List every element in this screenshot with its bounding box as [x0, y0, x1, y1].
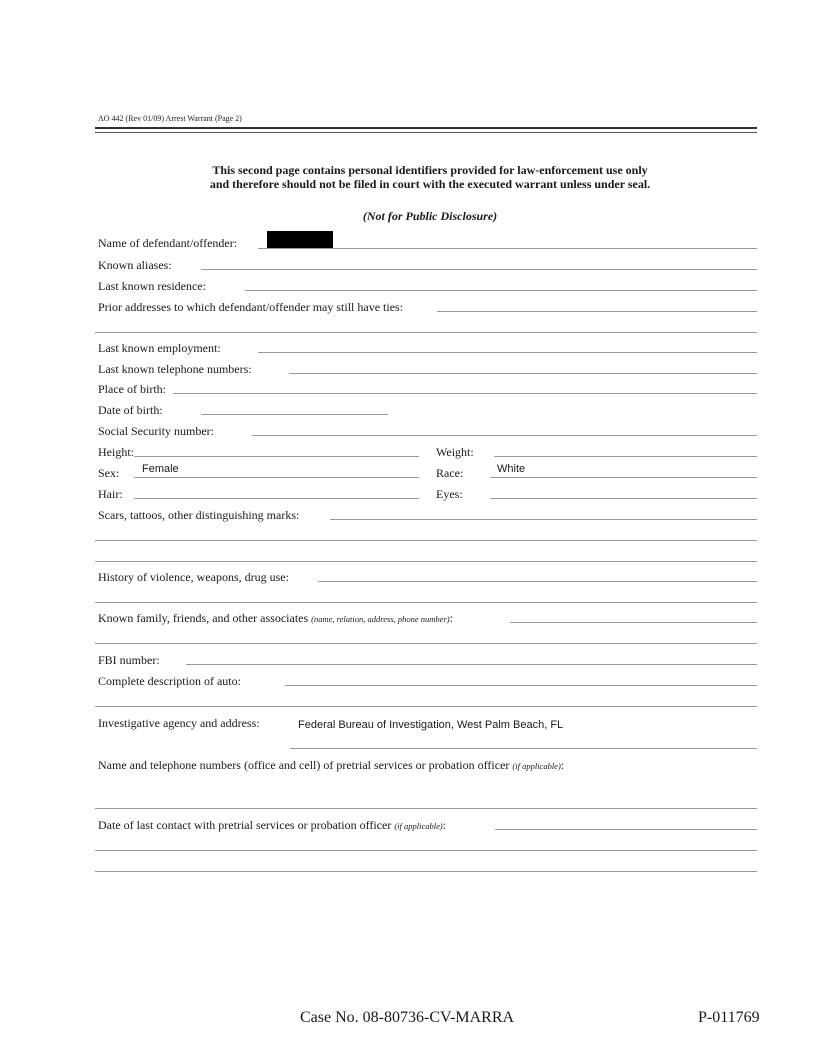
label-prior-addresses: Prior addresses to which defendant/offender may still have ties: — [98, 300, 404, 314]
label-last-known-residence: Last known residence: — [98, 279, 206, 293]
field-last-known-employment[interactable] — [258, 352, 757, 353]
field-auto-description[interactable] — [285, 685, 757, 686]
field-height[interactable] — [134, 456, 419, 457]
field-known-associates[interactable] — [510, 622, 757, 623]
header-rule-thin — [95, 132, 757, 133]
field-last-contact-date-line-2[interactable] — [95, 850, 757, 851]
label-telephone-numbers: Last known telephone numbers: — [98, 362, 252, 376]
label-auto-description: Complete description of auto: — [98, 674, 241, 688]
field-distinguishing-marks[interactable] — [330, 519, 757, 520]
confidentiality-notice — [150, 163, 710, 191]
label-race: Race: — [436, 466, 464, 480]
field-defendant-name[interactable] — [258, 248, 757, 249]
label-fbi-number: FBI number: — [98, 653, 160, 667]
field-last-known-residence[interactable] — [245, 290, 757, 291]
notice-line-2: and therefore should not be filed in court with the executed warrant unless under seal. — [209, 177, 651, 191]
field-distinguishing-marks-line-2[interactable] — [95, 540, 757, 541]
notice-line-1: This second page contains personal identifiers provided for law-enforcement use only — [212, 163, 648, 177]
label-place-of-birth: Place of birth: — [98, 382, 166, 396]
field-sex[interactable] — [134, 477, 419, 478]
label-known-associates: Known family, friends, and other associates (name, relation, address, phone number): — [98, 611, 453, 625]
label-sex: Sex: — [98, 466, 120, 480]
form-identifier: AO 442 (Rev 01/09) Arrest Warrant (Page 2) — [98, 114, 242, 123]
field-last-contact-date-line-3[interactable] — [95, 871, 757, 872]
label-distinguishing-marks: Scars, tattoos, other distinguishing marks: — [98, 508, 300, 522]
label-height: Height: — [98, 445, 134, 459]
value-sex: Female — [142, 463, 179, 475]
field-distinguishing-marks-line-3[interactable] — [95, 561, 757, 562]
field-prior-addresses[interactable] — [437, 311, 757, 312]
field-race[interactable] — [490, 477, 757, 478]
last-contact-note: (if applicable) — [394, 821, 443, 831]
field-investigative-agency[interactable] — [290, 748, 757, 749]
field-known-aliases[interactable] — [201, 269, 757, 270]
pretrial-officer-note: (if applicable) — [512, 761, 561, 771]
label-weight: Weight: — [436, 445, 474, 459]
case-number: Case No. 08-80736-CV-MARRA — [300, 1009, 515, 1026]
label-pretrial-officer: Name and telephone numbers (office and cell) of pretrial services or probation officer (if applicable): — [98, 758, 565, 772]
label-social-security-number: Social Security number: — [98, 424, 214, 438]
field-eyes[interactable] — [490, 498, 757, 499]
field-prior-addresses-line-2[interactable] — [95, 332, 757, 333]
label-known-aliases: Known aliases: — [98, 258, 172, 272]
field-known-associates-line-2[interactable] — [95, 643, 757, 644]
bates-page-id: P-011769 — [698, 1009, 760, 1026]
label-defendant-name: Name of defendant/offender: — [98, 236, 238, 250]
known-associates-note: (name, relation, address, phone number) — [311, 614, 450, 624]
label-history-violence: History of violence, weapons, drug use: — [98, 570, 289, 584]
field-history-violence-line-2[interactable] — [95, 602, 757, 603]
label-eyes: Eyes: — [436, 487, 463, 501]
field-social-security-number[interactable] — [252, 435, 757, 436]
field-place-of-birth[interactable] — [173, 393, 757, 394]
field-weight[interactable] — [494, 456, 757, 457]
pretrial-officer-text: Name and telephone numbers (office and cell) of pretrial services or probation officer — [98, 758, 510, 772]
value-investigative-agency: Federal Bureau of Investigation, West Palm Beach, FL — [298, 719, 564, 731]
field-pretrial-officer[interactable] — [95, 808, 757, 809]
label-hair: Hair: — [98, 487, 123, 501]
field-history-violence[interactable] — [318, 581, 757, 582]
header-rule — [95, 127, 757, 129]
label-date-of-birth: Date of birth: — [98, 403, 163, 417]
redaction-block — [267, 231, 333, 248]
label-investigative-agency: Investigative agency and address: — [98, 716, 260, 730]
field-fbi-number[interactable] — [186, 664, 757, 665]
value-race: White — [497, 463, 526, 475]
known-associates-text: Known family, friends, and other associates — [98, 611, 309, 625]
field-telephone-numbers[interactable] — [289, 373, 757, 374]
label-last-known-employment: Last known employment: — [98, 341, 221, 355]
field-date-of-birth[interactable] — [201, 414, 388, 415]
last-contact-text: Date of last contact with pretrial services or probation officer — [98, 818, 392, 832]
label-last-contact-date: Date of last contact with pretrial services or probation officer (if applicable): — [98, 818, 447, 832]
field-last-contact-date[interactable] — [495, 829, 757, 830]
not-for-public-disclosure: (Not for Public Disclosure) — [362, 209, 498, 223]
field-hair[interactable] — [134, 498, 419, 499]
field-auto-description-line-2[interactable] — [95, 706, 757, 707]
